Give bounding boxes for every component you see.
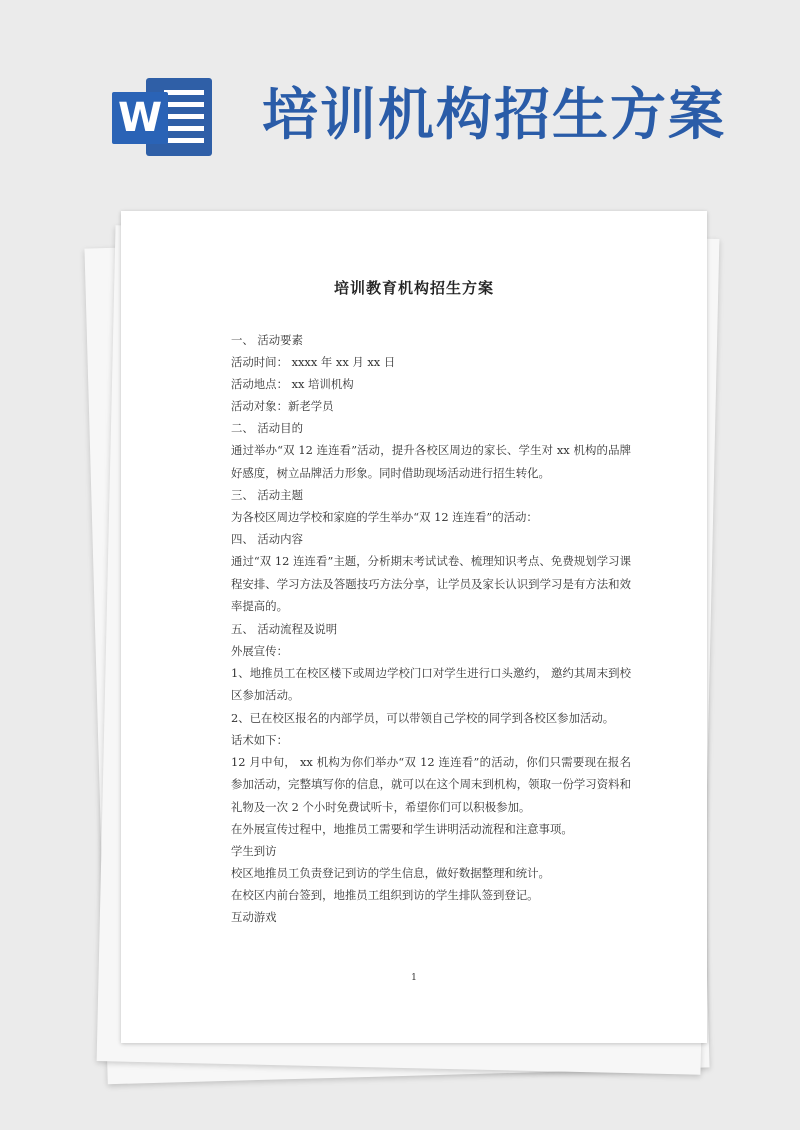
body-paragraph: 1、地推员工在校区楼下或周边学校门口对学生进行口头邀约， 邀约其周末到校区参加活动。 [231, 665, 631, 702]
body-paragraph: 通过举办“双 12 连连看”活动，提升各校区周边的家长、学生对 xx 机构的品牌好感度，树立品牌活力形象。同时借助现场活动进行招生转化。 [231, 443, 631, 480]
body-line: 活动地点： xx 培训机构 [231, 377, 354, 391]
word-document-icon [112, 78, 214, 156]
section-heading: 一、 活动要素 [231, 333, 303, 347]
body-line: 学生到访 [231, 844, 277, 858]
body-line: 活动对象：新老学员 [231, 399, 334, 413]
body-line: 活动时间： xxxx 年 xx 月 xx 日 [231, 355, 396, 369]
section-heading: 三、 活动主题 [231, 488, 303, 502]
document-body [231, 329, 631, 928]
body-line: 校区地推员工负责登记到访的学生信息，做好数据整理和统计。 [231, 866, 550, 880]
body-line: 在校区内前台签到，地推员工组织到访的学生排队签到登记。 [231, 888, 539, 902]
banner-header [0, 0, 800, 200]
section-heading: 四、 活动内容 [231, 532, 303, 546]
body-paragraph: 12 月中旬， xx 机构为你们举办“双 12 连连看”的活动，你们只需要现在报名参加活动，完整填写你的信息，就可以在这个周末到机构，领取一份学习资料和礼物及一次 2 个小时免费试听卡，希望你们可以积极参加。 [231, 754, 631, 814]
section-heading: 五、 活动流程及说明 [231, 621, 338, 636]
body-line: 话术如下： [231, 732, 288, 747]
body-line: 为各校区周边学校和家庭的学生举办“双 12 连连看”的活动： [231, 510, 538, 524]
banner-title: 培训机构招生方案 [262, 83, 726, 148]
document-title: 培训教育机构招生方案 [333, 279, 494, 297]
body-line: 在外展宣传过程中，地推员工需要和学生讲明活动流程和注意事项。 [231, 822, 573, 836]
body-paragraph: 通过“双 12 连连看”主题，分析期末考试试卷、梳理知识考点、免费规划学习课程安排、学习方法及答题技巧方法分享，让学员及家长认识到学习是有方法和效率提高的。 [231, 554, 631, 613]
word-w-badge: W [112, 92, 168, 144]
section-heading: 二、 活动目的 [231, 421, 303, 435]
body-line: 2、已在校区报名的内部学员，可以带领自己学校的同学到各校区参加活动。 [231, 710, 615, 725]
body-line: 外展宣传： [231, 643, 288, 658]
body-line: 互动游戏 [231, 910, 277, 924]
page-number: 1 [411, 973, 417, 983]
document-page [121, 211, 707, 1043]
